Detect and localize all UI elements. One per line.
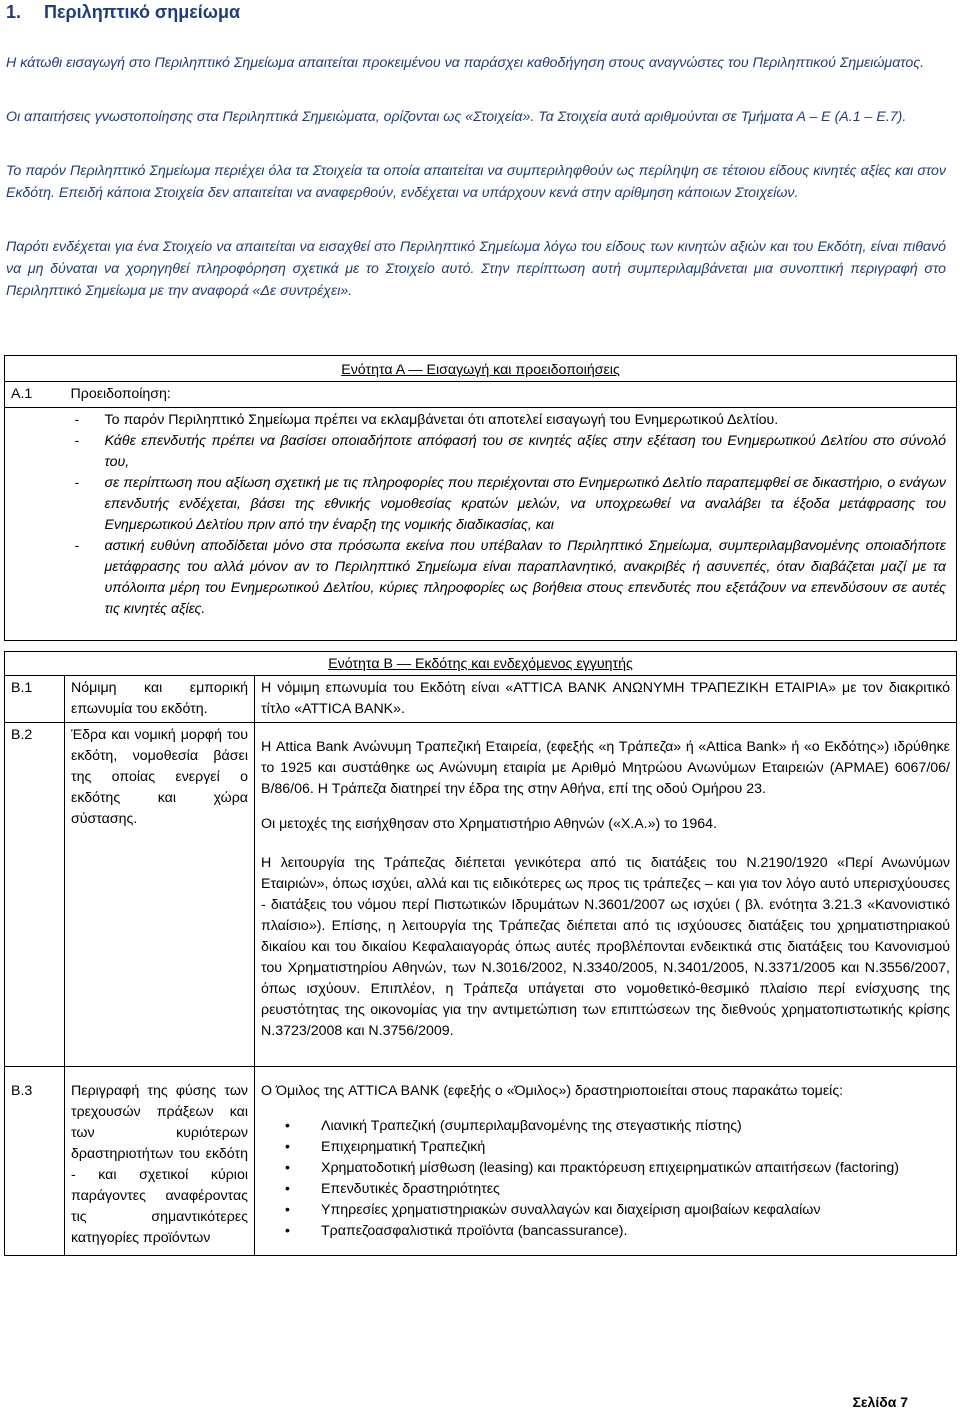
intro-paragraph-3: Το παρόν Περιληπτικό Σημείωμα περιέχει όλα τα Στοιχεία τα οποία απαιτείται να συμπεριληφθούν ως περίληψη σε τέτοιου είδους κινητές αξίες και στον Εκδότη. Επειδή κάποια Στοιχεία δεν απαιτείται να αναφερθούν, ενδέχεται να υπάρχουν κενά στην αρίθμηση κάποιων Στοιχείων. — [6, 163, 946, 201]
b3-intro: Ο Όμιλος της ATTICA BANK (εφεξής ο «Όμιλος») δραστηριοποιείται στους παρακάτω τομείς: — [261, 1083, 844, 1099]
intro-paragraph-4: Παρότι ενδέχεται για ένα Στοιχείο να απαιτείται να εισαχθεί στο Περιληπτικό Σημείωμα λόγω του είδους των κινητών αξιών και του Εκδότη, είναι πιθανό να μη δύναται να χορηγηθεί πληροφόρηση σχετικά με το Στοιχείο αυτό. Στην περίπτωση αυτή συμπεριλαμβάνεται μια συνοπτική περιγραφή στο Περιληπτικό Σημείωμα με την αναφορά «Δε συντρέχει». — [6, 239, 946, 299]
b1-content: Η νόμιμη επωνυμία του Εκδότη είναι «ATTICA BANK ΑΝΩΝΥΜΗ ΤΡΑΠΕΖΙΚΗ ΕΤΑΙΡΙΑ» με τον διακριτικό τίτλο «ATTICA BANK». — [261, 680, 951, 717]
b2-code: Β.2 — [5, 723, 65, 1067]
heading-number: 1. — [6, 2, 22, 22]
section-a-table — [4, 355, 957, 641]
activity-item: • Λιανική Τραπεζική (συμπεριλαμβανομένης της στεγαστικής πίστης) — [261, 1116, 950, 1137]
activity-item: • Χρηματοδοτική μίσθωση (leasing) και πρακτόρευση επιχειρηματικών απαιτήσεων (factoring) — [261, 1158, 950, 1179]
b1-element-title: Νόμιμη και εμπορική επωνυμία του εκδότη. — [65, 676, 255, 723]
section-heading — [6, 0, 240, 24]
page-number: Σελίδα 7 — [852, 1394, 908, 1410]
activity-item: • Επενδυτικές δραστηριότητες — [261, 1179, 950, 1200]
b3-code: Β.3 — [5, 1067, 65, 1256]
section-b-title: Ενότητα Β — Εκδότης και ενδεχόμενος εγγυητής — [5, 652, 957, 676]
warning-item: - σε περίπτωση που αξίωση σχετική με τις πληροφορίες που περιέχονται στο Ενημερωτικό Δελτίο παραπεμφθεί σε δικαστήριο, ο ενάγων επενδυτής ενδέχεται, βάσει της εθνικής νομοθεσίας κρατών μελών, να υποχρεωθεί να αναλάβει τα έξοδα μετάφρασης του Ενημερωτικού Δελτίου πριν από την έναρξη της νομικής διαδικασίας, και — [71, 473, 947, 536]
b1-code: Β.1 — [5, 676, 65, 723]
activity-item: • Υπηρεσίες χρηματιστηριακών συναλλαγών και διαχείριση αμοιβαίων κεφαλαίων — [261, 1200, 950, 1221]
b2-paragraph-2: Οι μετοχές της εισήχθησαν στο Χρηματιστήριο Αθηνών («Χ.Α.») το 1964. — [261, 816, 717, 832]
b2-paragraph-3: Η λειτουργία της Τράπεζας διέπεται γενικότερα από τις διατάξεις του Ν.2190/1920 «Περί Ανωνύμων Εταιριών», όπως ισχύει, αλλά και τις ειδικότερες ως προς τις τράπεζες – και για τον λόγο αυτό υπερισχύουσες - διατάξεις του νόμου περί Πιστωτικών Ιδρυμάτων Ν.3601/2007 ως ισχύει ( βλ. ενότητα 3.21.3 «Κανονιστικό πλαίσιο»). Επίσης, η λειτουργία της Τράπεζας διέπεται από τις ισχύουσες διατάξεις του χρηματιστηριακού δικαίου και του δικαίου Κεφαλαιαγοράς όπως αυτές προβλέπονται ενδεικτικά στις διατάξεις του Κανονισμού του Χρηματιστηρίου Αθηνών, των Ν.3016/2002, Ν.3340/2005, Ν.3401/2005, Ν.3371/2005 και Ν.3556/2007, όπως ισχύουν. Επιπλέον, η Τράπεζα υπάγεται στο νομοθετικό-θεσμικό πλαίσιο περί ενίσχυσης της ρευστότητας της οικονομίας για την αντιμετώπιση των επιπτώσεων της διεθνούς χρηματοπιστωτικής κρίσης Ν.3723/2008 και Ν.3756/2009. — [261, 855, 951, 1039]
intro-paragraph-1: Η κάτωθι εισαγωγή στο Περιληπτικό Σημείωμα απαιτείται προκειμένου να παράσχει καθοδήγηση στους αναγνώστες του Περιληπτικού Σημειώματος. — [6, 55, 925, 71]
section-b-table — [4, 651, 957, 1256]
warning-item: - Κάθε επενδυτής πρέπει να βασίσει οποιαδήποτε απόφασή του σε κινητές αξίες στην εξέταση του Ενημερωτικού Δελτίου στο σύνολό του, — [71, 431, 947, 473]
warning-list — [71, 410, 947, 620]
warning-item: - Το παρόν Περιληπτικό Σημείωμα πρέπει να εκλαμβάνεται ότι αποτελεί εισαγωγή του Ενημερωτικού Δελτίου. — [71, 410, 947, 431]
b3-element-title: Περιγραφή της φύσης των τρεχουσών πράξεων και των κυριότερων δραστηριοτήτων του εκδότη - και σχετικοί κύριοι παράγοντες αναφέροντας τις σημαντικότερες κατηγορίες προϊόντων — [65, 1067, 255, 1256]
activity-item: • Τραπεζοασφαλιστικά προϊόντα (bancassurance). — [261, 1221, 950, 1242]
warning-item: - αστική ευθύνη αποδίδεται μόνο στα πρόσωπα εκείνα που υπέβαλαν το Περιληπτικό Σημείωμα, συμπεριλαμβανομένης οποιαδήποτε μετάφρασης του αλλά μόνον αν το Περιληπτικό Σημείωμα είναι παραπλανητικό, ανακριβές ή ασυνεπές, όταν διαβάζεται μαζί με τα υπόλοιπα μέρη του Ενημερωτικού Δελτίου, κύριες πληροφορίες ως βοήθεια στους επενδυτές που εξετάζουν να επενδύσουν σε αυτές τις κινητές αξίες. — [71, 536, 947, 620]
b2-element-title: Έδρα και νομική μορφή του εκδότη, νομοθεσία βάσει της οποίας ενεργεί ο εκδότης και χώρα σύστασης. — [65, 723, 255, 1067]
heading-title: Περιληπτικό σημείωμα — [44, 2, 241, 22]
section-a-label: Προειδοποίηση: — [65, 382, 957, 408]
section-a-code: Α.1 — [5, 382, 65, 408]
activities-list — [261, 1116, 950, 1242]
b2-paragraph-1: Η Attica Bank Ανώνυμη Τραπεζική Εταιρεία, (εφεξής «η Τράπεζα» ή «Attica Bank» ή «ο Εκδότης») ιδρύθηκε το 1925 και συστάθηκε ως Ανώνυμη εταιρία με Αριθμό Μητρώου Ανωνύμων Εταιρειών (ΑΡΜΑΕ) 6067/06/Β/86/06. Η Τράπεζα διατηρεί την έδρα της στην Αθήνα, επί της οδού Ομήρου 23. — [261, 739, 951, 797]
intro-paragraph-2: Οι απαιτήσεις γνωστοποίησης στα Περιληπτικά Σημειώματα, ορίζονται ως «Στοιχεία». Τα Στοιχεία αυτά αριθμούνται σε Τμήματα Α – Ε (Α.1 – Ε.7). — [6, 109, 907, 125]
section-a-title: Ενότητα Α — Εισαγωγή και προειδοποιήσεις — [5, 356, 957, 382]
activity-item: • Επιχειρηματική Τραπεζική — [261, 1137, 950, 1158]
